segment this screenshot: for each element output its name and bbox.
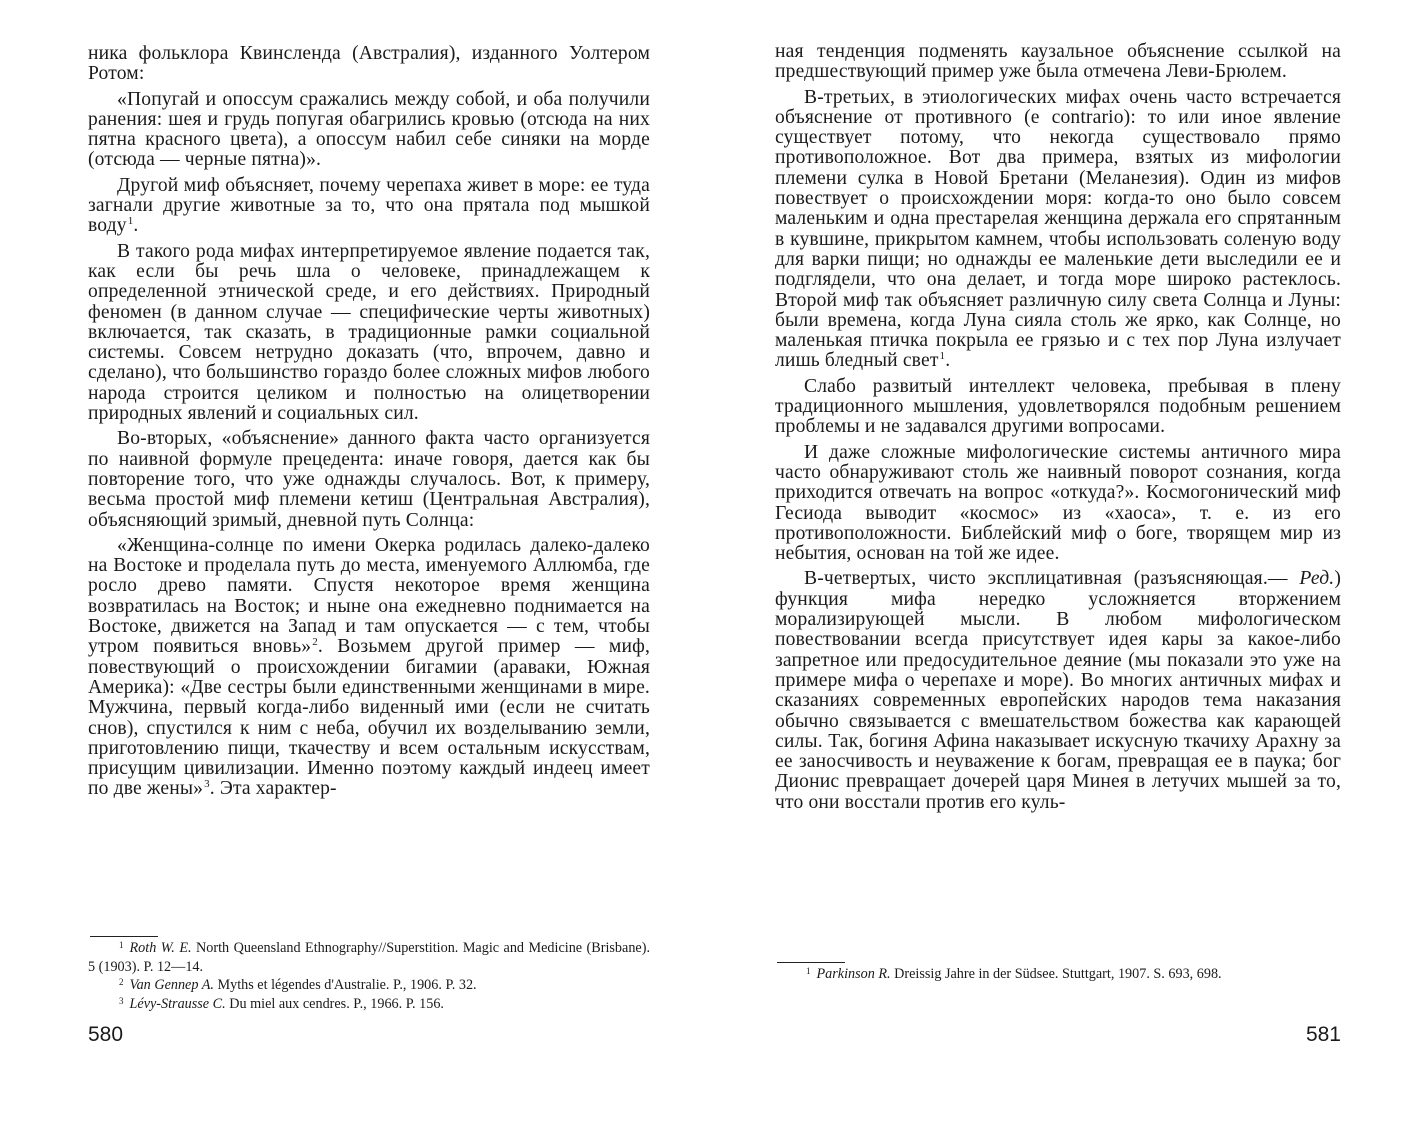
footnote-ref: 1 — [939, 349, 946, 362]
page-number: 580 — [88, 1023, 124, 1046]
left-page — [88, 0, 650, 1130]
right-footnotes — [775, 965, 1341, 984]
paragraph: В такого рода мифах интерпретируемое явление подается так, как если бы речь шла о человеке, принадлежащем к определенной этнической среде, и его действиях. Природный феномен (в данном случае — специфические черты животных) включается, так сказать, в традиционные рамки социальной системы. Совсем нетрудно доказать (что, впрочем, давно и сделано), что большинство гораздо более сложных мифов любого народа строится целиком и полностью на олицетворении природных явлений и социальных сил. — [88, 240, 650, 425]
paragraph: ная тенденция подменять каузальное объяснение ссылкой на предшествующий пример уже была отмечена Леви-Брюлем. — [775, 41, 1341, 83]
footnote-ref: 3 — [204, 777, 210, 790]
page-number: 581 — [1305, 1023, 1341, 1046]
footnote: $^1$ Roth W. E. North Queensland Ethnography//Superstition. Magic and Medicine (Brisbane). 5 (1903). P. 12—14. — [88, 940, 650, 975]
left-page-body — [88, 44, 650, 805]
paragraph: Другой миф объясняет, почему черепаха живет в море: ее туда загнали другие животные за то, что она прятала под мышкой воду$^1$. — [88, 174, 650, 237]
paragraph: Во-вторых, «объяснение» данного факта часто организуется по наивной формуле прецедента: иначе говоря, дается как бы повторение того, что уже однажды случалось. Вот, к примеру, весьма простой миф племени кетиш (Центральная Австралия), объясняющий зримый, дневной путь Солнца: — [88, 428, 650, 531]
footnote-divider — [90, 936, 158, 937]
paragraph: В-третьих, в этиологических мифах очень часто встречается объяснение от противного (e contrario): то или иное явление существует потому, что некогда существовало прямо противоположное. Вот два примера, взятых из мифологии племени сулка в Новой Бретани (Меланезия). Один из мифов повествует о происхождении моря: когда-то оно было совсем маленьким и одна престарелая женщина держала его спрятанным в кувшине, прикрытом камнем, чтобы использовать соленую воду для варки пищи; но однажды ее маленькие дети выследили ее и подглядели, что она делает, и тогда море широко растеклось. Второй миф так объясняет различную силу света Солнца и Луны: были времена, когда Луна сияла столь же ярко, как Солнце, но маленькая птичка покрыла ее грязью и с тех пор Луна излучает лишь бледный свет$^1$. — [775, 86, 1341, 372]
paragraph: «Попугай и опоссум сражались между собой, и оба получили ранения: шея и грудь попугая обагрились кровью (отсюда на них пятна красного цвета), а опоссум набил себе синяки на морде (отсюда — черные пятна)». — [88, 88, 650, 171]
paragraph: «Женщина-солнце по имени Окерка родилась далеко-далеко на Востоке и проделала путь до места, именуемого Аллюмба, где росло древо памяти. Спустя некоторое время женщина возвратилась на Восток; и ныне она ежедневно поднимается на Востоке, движется на Запад и там опускается — с тем, чтобы утром появиться вновь»$^2$. Возьмем другой пример — миф, повествующий о происхождении бигамии (араваки, Южная Америка): «Две сестры были единственными женщинами в мире. Мужчина, первый когда-либо виденный ими (если не считать снов), спустился к ним с неба, обучил их возделыванию земли, приготовлению пищи, ткачеству и всем остальным искусствам, присущим цивилизации. Именно поэтому каждый индеец имеет по две жены»$^3$. Эта характер- — [88, 534, 651, 800]
paragraph: И даже сложные мифологические системы античного мира часто обнаруживают столь же наивный поворот сознания, когда приходится отвечать на вопрос «откуда?». Космогонический миф Гесиода выводит «космос» из «хаоса», т. е. из его противоположности. Библейский миф о боге, творящем мир из небытия, основан на той же идее. — [775, 441, 1341, 565]
footnote-ref: 2 — [312, 635, 318, 648]
footnote-ref: 1 — [127, 214, 134, 227]
right-page — [775, 0, 1341, 1130]
footnote-divider — [777, 962, 845, 963]
right-page-body — [775, 42, 1341, 818]
paragraph: ника фольклора Квинсленда (Австралия), изданного Уолтером Ротом: — [88, 43, 650, 85]
paragraph: В-четвертых, чисто эксплицативная (разъясняющая.— Ред.) функция мифа нередко усложняется вторжением морализирующей мысли. В любом мифологическом повествовании всегда присутствует идея кары за какое-либо запретное или предосудительное деяние (мы показали это уже на примере мифа о черепахе и море). Во многих античных мифах и сказаниях современных европейских народов тема наказания обычно связывается с вмешательством божества как карающей силы. Так, богиня Афина наказывает искусную ткачиху Арахну за ее заносчивость и неуважение к богам, превращая ее в паука; бог Дионис превращает дочерей царя Минея в летучих мышей за то, что они восстали против его куль- — [775, 568, 1341, 813]
left-footnotes — [88, 939, 650, 1013]
footnote: $^1$ Parkinson R. Dreissig Jahre in der Südsee. Stuttgart, 1907. S. 693, 698. — [806, 966, 1222, 982]
footnote: $^3$ Lévy-Strausse C. Du miel aux cendres. P., 1966. P. 156. — [119, 995, 444, 1012]
footnote: $^2$ Van Gennep A. Myths et légendes d'Australie. P., 1906. P. 32. — [119, 977, 477, 993]
paragraph: Слабо развитый интеллект человека, пребывая в плену традиционного мышления, удовлетворялся подобным решением проблемы и не задавался другими вопросами. — [775, 375, 1341, 438]
